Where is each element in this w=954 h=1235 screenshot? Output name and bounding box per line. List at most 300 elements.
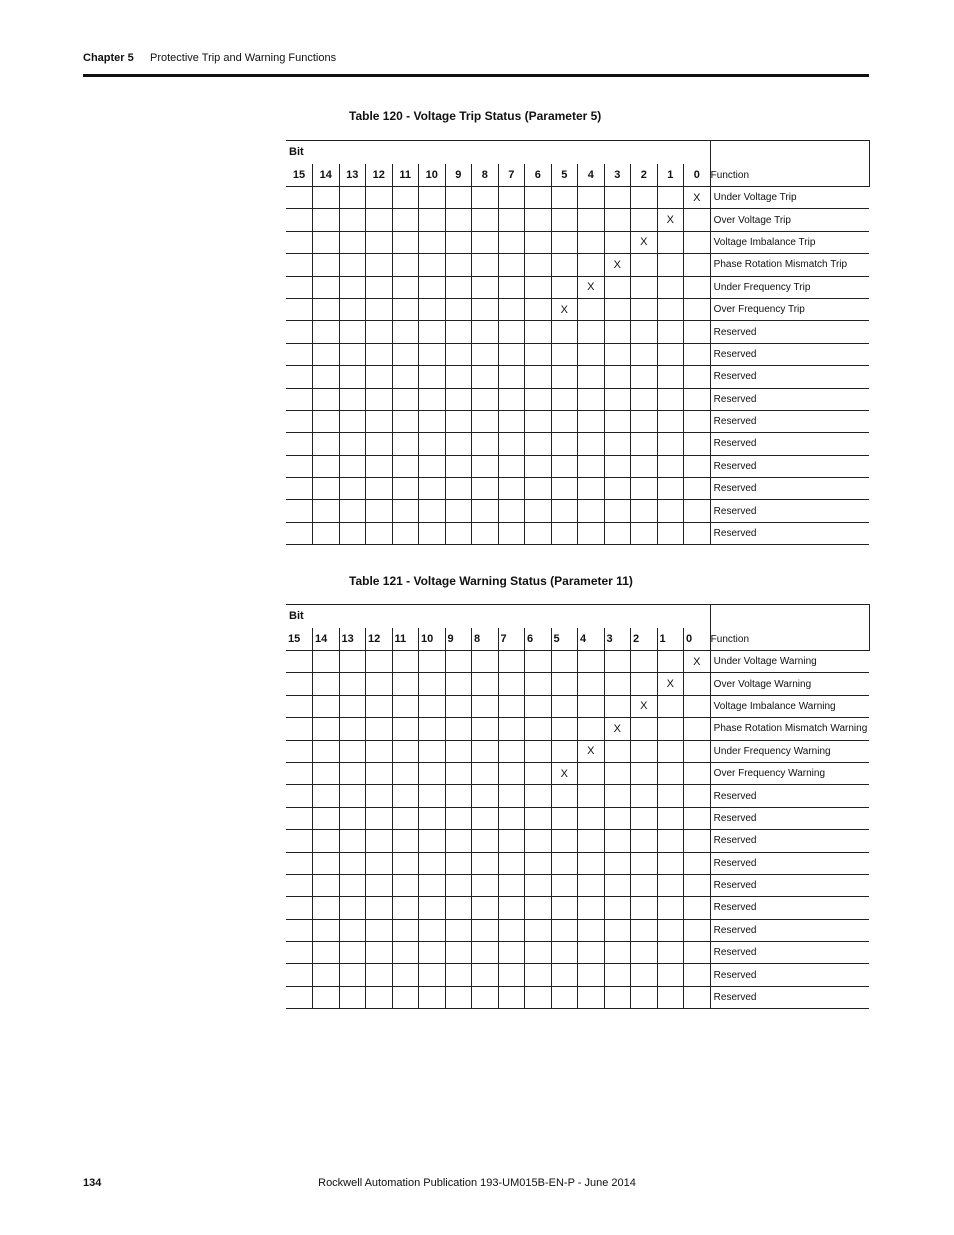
bit-cell	[339, 740, 366, 762]
bit-cell	[578, 343, 605, 365]
bit-cell	[339, 209, 366, 231]
bit-cell	[498, 187, 525, 209]
bit-mark	[445, 852, 472, 874]
bit-cell	[525, 433, 552, 455]
bit-cell	[657, 695, 684, 717]
bit-cell	[339, 718, 366, 740]
bit-cell	[313, 762, 340, 784]
bit-mark	[339, 942, 366, 964]
function-cell: Reserved	[710, 852, 869, 874]
bit-cell	[525, 231, 552, 253]
bit-cell	[525, 410, 552, 432]
bit-cell	[578, 231, 605, 253]
bit-cell	[604, 785, 631, 807]
bit-cell	[286, 919, 313, 941]
bit-cell	[578, 478, 605, 500]
bit-cell	[498, 830, 525, 852]
bit-cell	[525, 919, 552, 941]
bit-cell	[525, 500, 552, 522]
bit-cell	[286, 762, 313, 784]
bit-cell	[525, 830, 552, 852]
bit-mark: X	[604, 718, 631, 740]
bit-cell	[578, 897, 605, 919]
bit-cell	[631, 455, 658, 477]
bit-cell	[419, 785, 446, 807]
bit-cell	[551, 897, 578, 919]
bit-cell	[392, 830, 419, 852]
bit-cell	[366, 897, 393, 919]
bit-cell	[419, 919, 446, 941]
bit-cell	[445, 919, 472, 941]
bit-cell	[684, 455, 711, 477]
bit-cell	[419, 209, 446, 231]
bit-cell	[339, 695, 366, 717]
bit-cell	[657, 740, 684, 762]
bit-cell	[419, 762, 446, 784]
bit-cell	[578, 673, 605, 695]
bit-cell	[498, 942, 525, 964]
bit-cell	[313, 254, 340, 276]
bit-cell	[286, 276, 313, 298]
bit-cell	[551, 807, 578, 829]
bit-cell	[419, 321, 446, 343]
bit-cell	[578, 321, 605, 343]
bit-cell	[551, 830, 578, 852]
bit-cell	[684, 298, 711, 320]
table-row	[286, 209, 869, 231]
bit-cell	[392, 209, 419, 231]
bit-cell	[631, 852, 658, 874]
bit-cell	[419, 986, 446, 1008]
bit-cell	[657, 187, 684, 209]
bit-cell	[657, 762, 684, 784]
bit-cell	[578, 718, 605, 740]
table-row	[286, 478, 869, 500]
bit-cell	[286, 209, 313, 231]
bit-cell	[472, 651, 499, 673]
bit-cell	[366, 807, 393, 829]
table-row	[286, 651, 869, 673]
bit-cell	[604, 762, 631, 784]
bit-cell	[472, 298, 499, 320]
bit-cell	[604, 410, 631, 432]
bit-cell	[419, 830, 446, 852]
bit-cell	[392, 964, 419, 986]
bit-cell	[366, 651, 393, 673]
bit-cell	[525, 478, 552, 500]
bit-cell	[392, 695, 419, 717]
bit-mark	[313, 500, 340, 522]
bit-cell	[657, 343, 684, 365]
bit-cell	[339, 852, 366, 874]
voltage-trip-status-table	[286, 140, 870, 545]
bit-cell	[657, 718, 684, 740]
page-number: 134	[83, 1177, 102, 1189]
bit-number-header: 12	[366, 628, 393, 651]
bit-cell	[419, 695, 446, 717]
bit-cell	[339, 874, 366, 896]
bit-cell	[551, 852, 578, 874]
bit-cell	[366, 874, 393, 896]
bit-cell	[684, 919, 711, 941]
running-header	[83, 52, 337, 64]
bit-cell	[631, 897, 658, 919]
bit-mark	[392, 433, 419, 455]
bit-cell	[578, 874, 605, 896]
bit-cell	[525, 695, 552, 717]
bit-cell	[525, 343, 552, 365]
bit-cell	[604, 298, 631, 320]
bit-cell	[392, 807, 419, 829]
bit-cell	[392, 298, 419, 320]
bit-number-header: 1	[657, 164, 684, 187]
bit-cell	[551, 942, 578, 964]
function-cell: Reserved	[710, 433, 869, 455]
bit-cell	[604, 874, 631, 896]
bit-mark: X	[631, 231, 658, 253]
table-row	[286, 807, 869, 829]
bit-cell	[366, 673, 393, 695]
bit-cell	[366, 343, 393, 365]
bit-cell	[313, 209, 340, 231]
bit-cell	[339, 785, 366, 807]
bit-cell	[684, 874, 711, 896]
bit-cell	[684, 478, 711, 500]
table-row	[286, 919, 869, 941]
bit-cell	[525, 187, 552, 209]
bit-cell	[578, 500, 605, 522]
bit-cell	[578, 919, 605, 941]
bit-cell	[366, 740, 393, 762]
bit-cell	[684, 807, 711, 829]
bit-cell	[419, 852, 446, 874]
bit-cell	[445, 343, 472, 365]
bit-cell	[578, 187, 605, 209]
bit-cell	[392, 785, 419, 807]
bit-cell	[419, 522, 446, 544]
bit-cell	[419, 366, 446, 388]
bit-cell	[604, 522, 631, 544]
bit-cell	[684, 343, 711, 365]
bit-cell	[445, 254, 472, 276]
bit-number-header: 8	[472, 628, 499, 651]
bit-cell	[631, 673, 658, 695]
bit-cell	[525, 673, 552, 695]
bit-cell	[313, 785, 340, 807]
bit-number-header: 5	[551, 164, 578, 187]
bit-cell	[313, 276, 340, 298]
bit-number-header: 12	[366, 164, 393, 187]
bit-cell	[498, 852, 525, 874]
bit-cell	[684, 762, 711, 784]
bit-cell	[604, 807, 631, 829]
bit-cell	[419, 187, 446, 209]
table-row	[286, 942, 869, 964]
function-cell: Reserved	[710, 874, 869, 896]
bit-cell	[445, 209, 472, 231]
bit-number-header: 7	[498, 164, 525, 187]
bit-mark	[472, 830, 499, 852]
bit-cell	[286, 695, 313, 717]
bit-cell	[339, 187, 366, 209]
bit-cell	[472, 762, 499, 784]
bit-mark	[498, 807, 525, 829]
bit-cell	[286, 718, 313, 740]
bit-cell	[313, 455, 340, 477]
bit-cell	[419, 500, 446, 522]
bit-number-header: 0	[684, 628, 711, 651]
bit-cell	[445, 718, 472, 740]
bit-cell	[551, 187, 578, 209]
table-row	[286, 852, 869, 874]
bit-cell	[657, 942, 684, 964]
bit-cell	[339, 276, 366, 298]
bit-cell	[551, 740, 578, 762]
bit-cell	[339, 231, 366, 253]
bit-mark: X	[684, 651, 711, 673]
bit-mark	[525, 321, 552, 343]
bit-cell	[472, 695, 499, 717]
bit-cell	[498, 388, 525, 410]
bit-cell	[472, 478, 499, 500]
function-cell: Reserved	[710, 455, 869, 477]
bit-cell	[419, 718, 446, 740]
bit-cell	[392, 522, 419, 544]
bit-cell	[684, 321, 711, 343]
bit-cell	[578, 366, 605, 388]
bit-cell	[657, 852, 684, 874]
bit-cell	[551, 276, 578, 298]
table-row	[286, 388, 869, 410]
bit-cell	[551, 209, 578, 231]
bit-cell	[498, 231, 525, 253]
bit-cell	[657, 298, 684, 320]
bit-cell	[313, 231, 340, 253]
bit-number-header: 6	[525, 628, 552, 651]
bit-cell	[313, 298, 340, 320]
bit-cell	[684, 276, 711, 298]
bit-cell	[472, 388, 499, 410]
bit-cell	[339, 522, 366, 544]
bit-cell	[366, 321, 393, 343]
bit-cell	[578, 942, 605, 964]
table-row	[286, 986, 869, 1008]
bit-mark	[498, 343, 525, 365]
bit-cell	[339, 897, 366, 919]
table-row	[286, 298, 869, 320]
bit-cell	[498, 897, 525, 919]
bit-cell	[657, 964, 684, 986]
bit-mark	[392, 897, 419, 919]
bit-cell	[313, 343, 340, 365]
bit-cell	[472, 209, 499, 231]
bit-cell	[657, 651, 684, 673]
bit-cell	[498, 478, 525, 500]
bit-cell	[392, 942, 419, 964]
table-caption: Table 120 - Voltage Trip Status (Parameter 5)	[349, 109, 602, 123]
bit-cell	[604, 231, 631, 253]
bit-cell	[498, 874, 525, 896]
bit-cell	[392, 740, 419, 762]
table-row	[286, 410, 869, 432]
bit-cell	[578, 388, 605, 410]
bit-cell	[525, 366, 552, 388]
bit-cell	[604, 897, 631, 919]
bit-cell	[551, 455, 578, 477]
bit-cell	[339, 366, 366, 388]
bit-number-header: 14	[313, 164, 340, 187]
bit-cell	[657, 986, 684, 1008]
bit-cell	[684, 366, 711, 388]
function-cell: Reserved	[710, 522, 869, 544]
bit-cell	[684, 986, 711, 1008]
function-cell: Voltage Imbalance Warning	[710, 695, 869, 717]
bit-cell	[578, 522, 605, 544]
bit-cell	[392, 478, 419, 500]
bit-cell	[578, 298, 605, 320]
bit-number-header: 1	[657, 628, 684, 651]
bit-cell	[339, 455, 366, 477]
bit-cell	[604, 695, 631, 717]
bit-cell	[472, 455, 499, 477]
function-cell: Reserved	[710, 986, 869, 1008]
bit-cell	[392, 718, 419, 740]
bit-cell	[366, 254, 393, 276]
table-row	[286, 455, 869, 477]
bit-cell	[313, 321, 340, 343]
bit-cell	[551, 321, 578, 343]
bit-cell	[498, 785, 525, 807]
bit-cell	[286, 254, 313, 276]
function-cell: Under Voltage Trip	[710, 187, 869, 209]
bit-cell	[498, 762, 525, 784]
bit-mark	[286, 522, 313, 544]
bit-cell	[313, 673, 340, 695]
bit-cell	[578, 986, 605, 1008]
bit-cell	[419, 276, 446, 298]
bit-mark: X	[578, 276, 605, 298]
bit-cell	[551, 673, 578, 695]
bit-cell	[366, 522, 393, 544]
bit-cell	[604, 276, 631, 298]
bit-cell	[313, 830, 340, 852]
bit-cell	[313, 874, 340, 896]
bit-cell	[657, 874, 684, 896]
bit-cell	[392, 321, 419, 343]
bit-cell	[684, 522, 711, 544]
bit-cell	[684, 388, 711, 410]
table-row	[286, 254, 869, 276]
bit-cell	[684, 785, 711, 807]
bit-cell	[551, 651, 578, 673]
bit-cell	[604, 852, 631, 874]
bit-cell	[604, 187, 631, 209]
bit-cell	[498, 673, 525, 695]
bit-cell	[551, 718, 578, 740]
bit-cell	[657, 433, 684, 455]
bit-cell	[313, 740, 340, 762]
bit-number-header: 9	[445, 164, 472, 187]
function-cell: Over Frequency Warning	[710, 762, 869, 784]
bit-mark	[445, 388, 472, 410]
bit-cell	[313, 187, 340, 209]
bit-cell	[445, 942, 472, 964]
bit-cell	[472, 231, 499, 253]
bit-cell	[684, 695, 711, 717]
bit-cell	[366, 209, 393, 231]
bit-cell	[604, 986, 631, 1008]
bit-cell	[657, 785, 684, 807]
table-row	[286, 785, 869, 807]
function-cell: Voltage Imbalance Trip	[710, 231, 869, 253]
bit-cell	[392, 874, 419, 896]
bit-cell	[366, 187, 393, 209]
table-row	[286, 762, 869, 784]
bit-cell	[551, 874, 578, 896]
bit-cell	[445, 874, 472, 896]
bit-cell	[525, 522, 552, 544]
bit-cell	[366, 500, 393, 522]
bit-cell	[339, 807, 366, 829]
bit-cell	[366, 830, 393, 852]
bit-cell	[286, 187, 313, 209]
bit-cell	[684, 500, 711, 522]
bit-cell	[578, 964, 605, 986]
table-row	[286, 695, 869, 717]
function-cell: Reserved	[710, 410, 869, 432]
table-row	[286, 366, 869, 388]
bit-cell	[445, 830, 472, 852]
bit-cell	[392, 500, 419, 522]
bit-cell	[472, 785, 499, 807]
bit-cell	[578, 785, 605, 807]
bit-cell	[366, 388, 393, 410]
bit-cell	[445, 231, 472, 253]
bit-cell	[366, 276, 393, 298]
bit-cell	[657, 410, 684, 432]
bit-cell	[445, 478, 472, 500]
bit-number-header: 0	[684, 164, 711, 187]
bit-cell	[657, 388, 684, 410]
bit-cell	[578, 807, 605, 829]
bit-cell	[313, 388, 340, 410]
bit-cell	[657, 321, 684, 343]
bit-cell	[286, 478, 313, 500]
bit-cell	[631, 740, 658, 762]
table-row	[286, 321, 869, 343]
bit-cell	[498, 410, 525, 432]
bit-mark	[525, 785, 552, 807]
bit-cell	[498, 433, 525, 455]
function-cell: Under Voltage Warning	[710, 651, 869, 673]
function-cell: Reserved	[710, 964, 869, 986]
bit-mark: X	[657, 673, 684, 695]
bit-cell	[286, 231, 313, 253]
bit-cell	[631, 254, 658, 276]
function-cell: Reserved	[710, 343, 869, 365]
bit-cell	[604, 478, 631, 500]
bit-number-header: 10	[419, 628, 446, 651]
function-cell: Reserved	[710, 500, 869, 522]
bit-cell	[525, 455, 552, 477]
bit-cell	[366, 942, 393, 964]
bit-cell	[604, 343, 631, 365]
bit-cell	[525, 740, 552, 762]
bit-cell	[657, 478, 684, 500]
table-row	[286, 231, 869, 253]
table-row	[286, 433, 869, 455]
bit-cell	[419, 807, 446, 829]
